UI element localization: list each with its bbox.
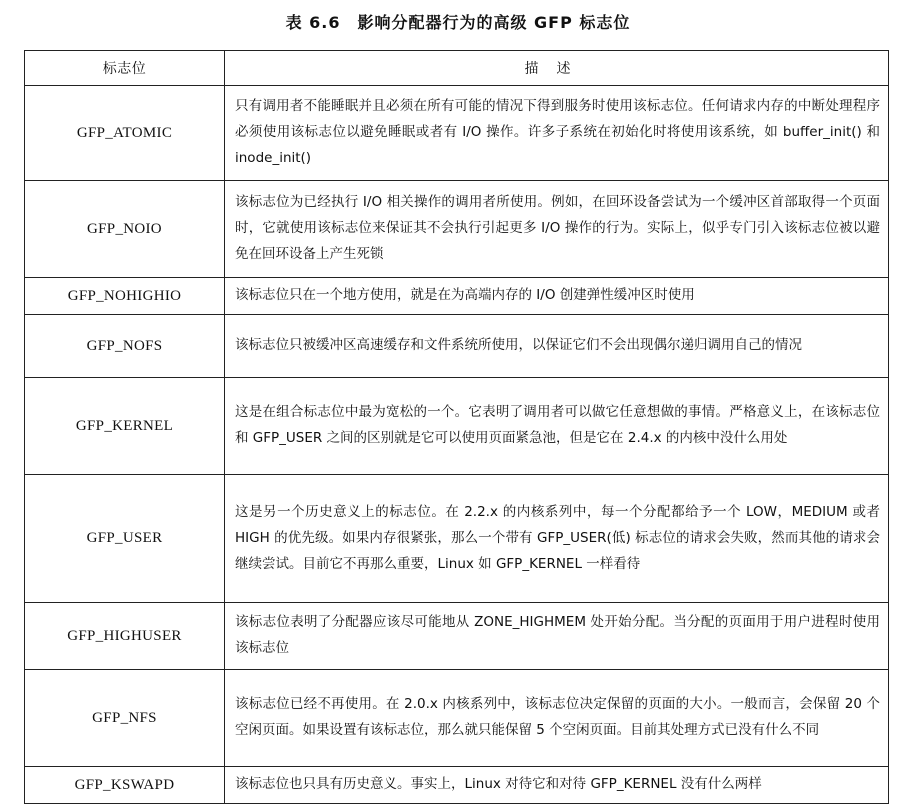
column-header-flag: 标志位 (25, 51, 225, 86)
flag-description: 该标志位只在一个地方使用，就是在为高端内存的 I/O 创建弹性缓冲区时使用 (225, 278, 889, 315)
flag-name: GFP_HIGHUSER (25, 603, 225, 670)
table-row (25, 603, 889, 670)
gfp-flags-table (24, 50, 889, 804)
flag-name: GFP_USER (25, 475, 225, 603)
flag-description: 该标志位为已经执行 I/O 相关操作的调用者所使用。例如，在回环设备尝试为一个缓冲区首部取得一个页面时，它就使用该标志位来保证其不会执行引起更多 I/O 操作的行为。实际上，似乎专门引入该标志位被以避免在回环设备上产生死锁 (225, 181, 889, 278)
flag-description: 这是在组合标志位中最为宽松的一个。它表明了调用者可以做它任意想做的事情。严格意义上，在该标志位和 GFP_USER 之间的区别就是它可以使用页面紧急池，但是它在 2.4.x 的内核中没什么用处 (225, 378, 889, 475)
table-row (25, 315, 889, 378)
table-header-row (25, 51, 889, 86)
flag-name: GFP_NOHIGHIO (25, 278, 225, 315)
table-row (25, 378, 889, 475)
table-row (25, 670, 889, 767)
flag-name: GFP_ATOMIC (25, 86, 225, 181)
table-row (25, 86, 889, 181)
flag-description: 该标志位也只具有历史意义。事实上，Linux 对待它和对待 GFP_KERNEL 没有什么两样 (225, 767, 889, 804)
flag-description: 只有调用者不能睡眠并且必须在所有可能的情况下得到服务时使用该标志位。任何请求内存的中断处理程序必须使用该标志位以避免睡眠或者有 I/O 操作。许多子系统在初始化时将使用该系统，如 buffer_init() 和 inode_init() (225, 86, 889, 181)
flag-description: 该标志位只被缓冲区高速缓存和文件系统所使用，以保证它们不会出现偶尔递归调用自己的情况 (225, 315, 889, 378)
column-header-description: 描述 (225, 51, 889, 86)
flag-description: 该标志位已经不再使用。在 2.0.x 内核系列中，该标志位决定保留的页面的大小。一般而言，会保留 20 个空闲页面。如果设置有该标志位，那么就只能保留 5 个空闲页面。目前其处理方式已没有什么不同 (225, 670, 889, 767)
table-row (25, 767, 889, 804)
flag-name: GFP_KSWAPD (25, 767, 225, 804)
flag-name: GFP_NOFS (25, 315, 225, 378)
table-row (25, 278, 889, 315)
flag-description: 该标志位表明了分配器应该尽可能地从 ZONE_HIGHMEM 处开始分配。当分配的页面用于用户进程时使用该标志位 (225, 603, 889, 670)
table-row (25, 475, 889, 603)
table-caption: 表 6.6 影响分配器行为的高级 GFP 标志位 (285, 13, 631, 32)
flag-description: 这是另一个历史意义上的标志位。在 2.2.x 的内核系列中，每一个分配都给予一个 LOW，MEDIUM 或者 HIGH 的优先级。如果内存很紧张，那么一个带有 GFP_USER(低) 标志位的请求会失败，然而其他的请求会继续尝试。目前它不再那么重要，Linux 如 GFP_KERNEL 一样看待 (225, 475, 889, 603)
flag-name: GFP_NOIO (25, 181, 225, 278)
flag-name: GFP_NFS (25, 670, 225, 767)
flag-name: GFP_KERNEL (25, 378, 225, 475)
table-row (25, 181, 889, 278)
